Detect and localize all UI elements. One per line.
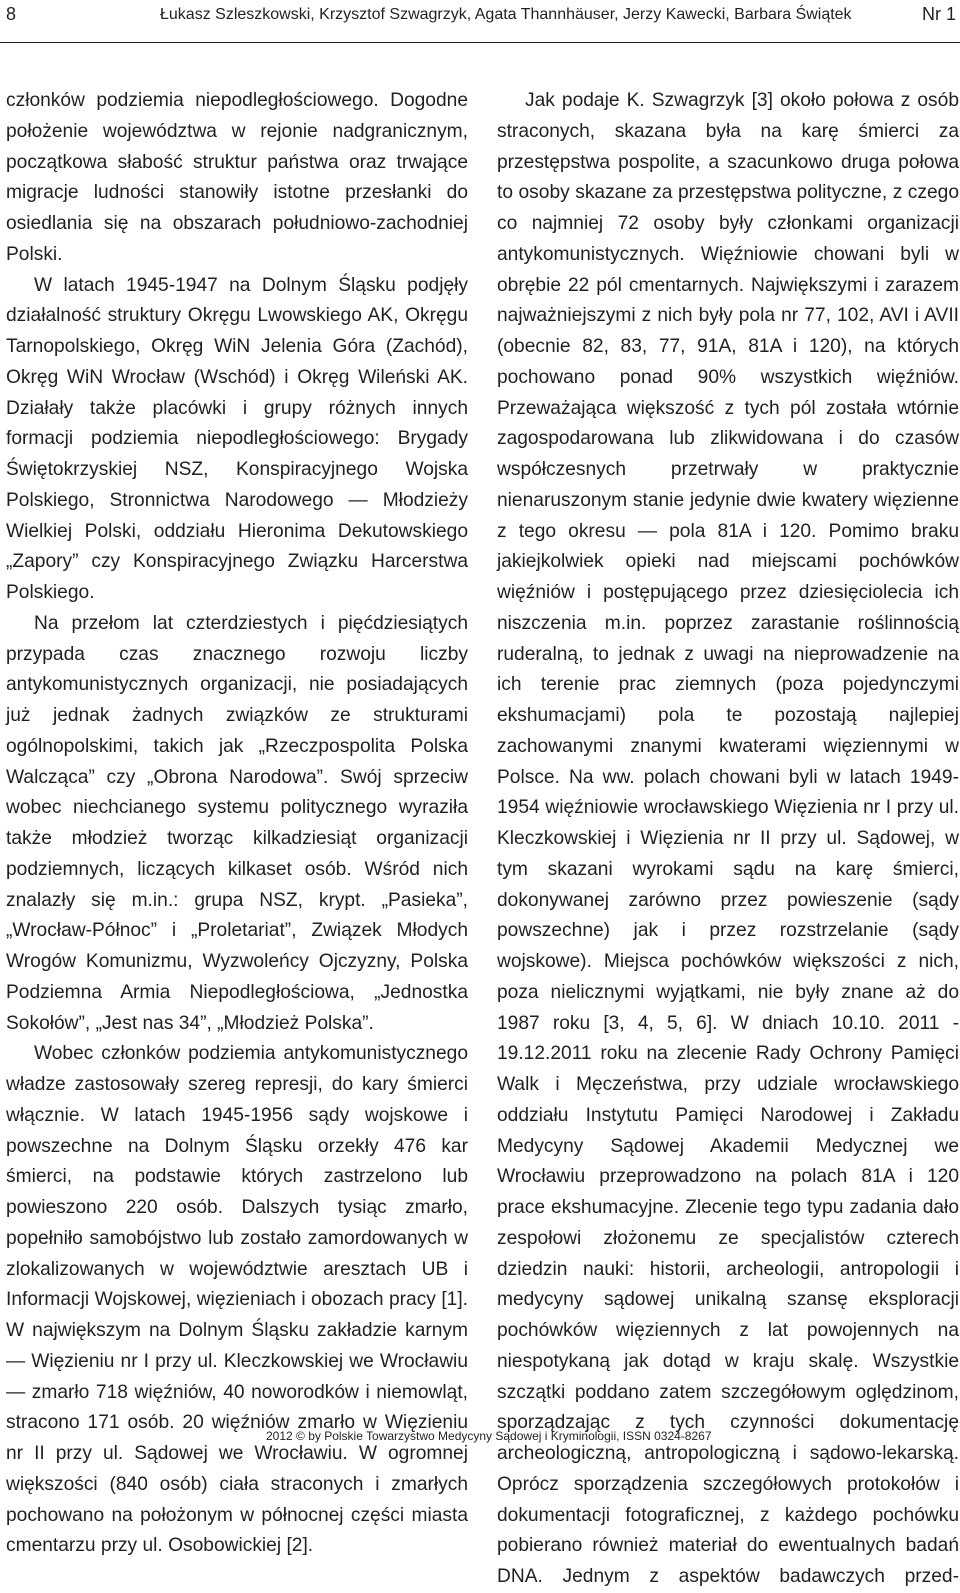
paragraph: Na przełom lat czterdziestych i pięćdziesiątych przypada czas znacznego rozwoju liczby antykomunistycznych organizacji, nie posiadających już jednak żadnych związków ze strukturami ogólnopolskimi, takich jak „Rzeczpospolita Polska Walcząca” czy „Obrona Narodowa”. Swój sprzeciw wobec niechcianego systemu politycznego wyraziła także młodzież tworząc kilkadziesiąt organizacji podziemnych, liczących kilkaset osób. Wśród nich znalazły się m.in.: grupa NSZ, krypt. „Pasieka”, „Wrocław-Północ” i „Proletariat”, Związek Młodych Wrogów Komunizmu, Wyzwoleńcy Ojczyzny, Polska Podziemna Armia Niepodległościowa, „Jednostka Sokołów”, „Jest nas 34”, „Młodzież Polska”. (6, 612, 468, 1034)
running-header (0, 0, 960, 30)
right-column (497, 86, 959, 1593)
left-column (6, 86, 468, 1562)
copyright-footer: 2012 © by Polskie Towarzystwo Medycyny Sądowej i Kryminologii, ISSN 0324-8267 (266, 1429, 712, 1443)
paragraph: Wobec członków podziemia antykomunistycznego władze zastosowały szereg represji, do kary śmierci włącznie. W latach 1945-1956 sądy wojskowe i powszechne na Dolnym Śląsku orzekły 476 kar śmierci, na podstawie których zastrzelono lub powieszono 220 osób. Dalszych tysiąc zmarło, popełniło samobójstwo lub zostało zamordowanych w zlokalizowanych w województwie aresztach UB i Informacji Wojskowej, więzieniach i obozach pracy [1]. W największym na Dolnym Śląsku zakładzie karnym — Więzieniu nr I przy ul. Kleczkowskiej we Wrocławiu — zmarło 718 więźniów, 40 noworodków i niemowląt, stracono 171 osób. 20 więźniów zmarło w Więzieniu nr II przy ul. Sądowej we Wrocławiu. W ogromnej większości (840 osób) ciała straconych i zmarłych pochowano na położonym w północnej części miasta cmentarzu przy ul. Osobowickiej [2]. (6, 1043, 468, 1557)
issue-number: Nr 1 (921, 4, 956, 24)
paragraph: Jak podaje K. Szwagrzyk [3] około połowa z osób straconych, skazana była na karę śmierci za przestępstwa pospolite, a szacunkowo druga połowa to osoby skazane za przestępstwa polityczne, z czego co najmniej 72 osoby były członkami organizacji antykomunistycznych. Więźniowie chowani byli w obrębie 22 pól cmentarnych. Największymi i zarazem najważniejszymi z nich były pola nr 77, 102, AVI i AVII (obecnie 82, 83, 77, 91A, 81A i 120), na których pochowano ponad 90% wszystkich więźniów. Przeważająca większość z tych pól została wtórnie zagospodarowana lub zlikwidowana i do czasów współczesnych przetrwały w praktycznie nienaruszonym stanie jedynie dwie kwatery więzienne z tego okresu — pola 81A i 120. Pomimo braku jakiejkolwiek opieki nad miejscami pochówków więźniów i postępującego przez dziesięciolecia ich niszczenia m.in. poprzez zarastanie roślinnością ruderalną, to jednak z uwagi na nieprowadzenie na ich terenie prac ziemnych (poza pojedynczymi ekshumacjami) pola te pozostają najlepiej zachowanymi znanymi kwaterami więziennymi w Polsce. Na ww. polach chowani byli w latach 1949-1954 więźniowie wrocławskiego Więzienia nr I przy ul. Kleczkowskiej i Więzienia nr II przy ul. Sądowej, w tym skazani wyrokami sądu na karę śmierci, dokonywanej zarówno przez powieszenie (sądy powszechne) jak i przez rozstrzelanie (sądy wojskowe). Miejsca pochówków większości z nich, poza nielicznymi wyjątkami, nie były znane aż do 1987 roku [3, 4, 5, 6]. W dniach 10.10. 2011 - 19.12.2011 roku na zlecenie Rady Ochrony Pamięci Walk i Męczeństwa, przy udziale wrocławskiego oddziału Instytutu Pamięci Narodowej i Zakładu Medycyny Sądowej Akademii Medycznej we Wrocławiu przeprowadzono na polach 81A i 120 prace ekshumacyjne. Zlecenie tego typu zadania dało zespołowi złożonemu ze specjalistów czterech dziedzin nauki: historii, archeologii, antropologii i medycyny sądowej unikalną szansę eksploracji pochówków więziennych z lat powojennych na niespotykaną jak dotąd w kraju skalę. Wszystkie szczątki poddano zatem szczegółowym oględzinom, sporządzając z tych czynności dokumentację archeologiczną, antropologiczną i sądowo-lekarską. Oprócz sporządzenia szczegółowych protokołów i dokumentacji fotograficznej, z każdego pochówku pobierano również materiał do ewentualnych badań DNA. Jednym z aspektów badawczych przed- (497, 90, 959, 1587)
running-authors: Łukasz Szleszkowski, Krzysztof Szwagrzyk, Agata Thannhäuser, Jerzy Kawecki, Barbara Świątek (160, 6, 852, 23)
page-number: 8 (6, 4, 17, 24)
paragraph: członków podziemia niepodległościowego. Dogodne położenie województwa w rejonie nadgranicznym, początkowa słabość struktur państwa oraz trwające migracje ludności stanowiły istotne przesłanki do osiedlania się na obszarach południowo-zachodniej Polski. (6, 90, 468, 265)
paragraph: W latach 1945-1947 na Dolnym Śląsku podjęły działalność struktury Okręgu Lwowskiego AK, Okręgu Tarnopolskiego, Okręg WiN Jelenia Góra (Zachód), Okręg WiN Wrocław (Wschód) i Okręg Wileński AK. Działały także placówki i grupy różnych innych formacji podziemia niepodległościowego: Brygady Świętokrzyskiej NSZ, Konspiracyjnego Wojska Polskiego, Stronnictwa Narodowego — Młodzieży Wielkiej Polski, oddziału Hieronima Dekutowskiego „Zapory” czy Konspiracyjnego Związku Harcerstwa Polskiego. (6, 274, 468, 603)
header-rule (0, 42, 960, 43)
